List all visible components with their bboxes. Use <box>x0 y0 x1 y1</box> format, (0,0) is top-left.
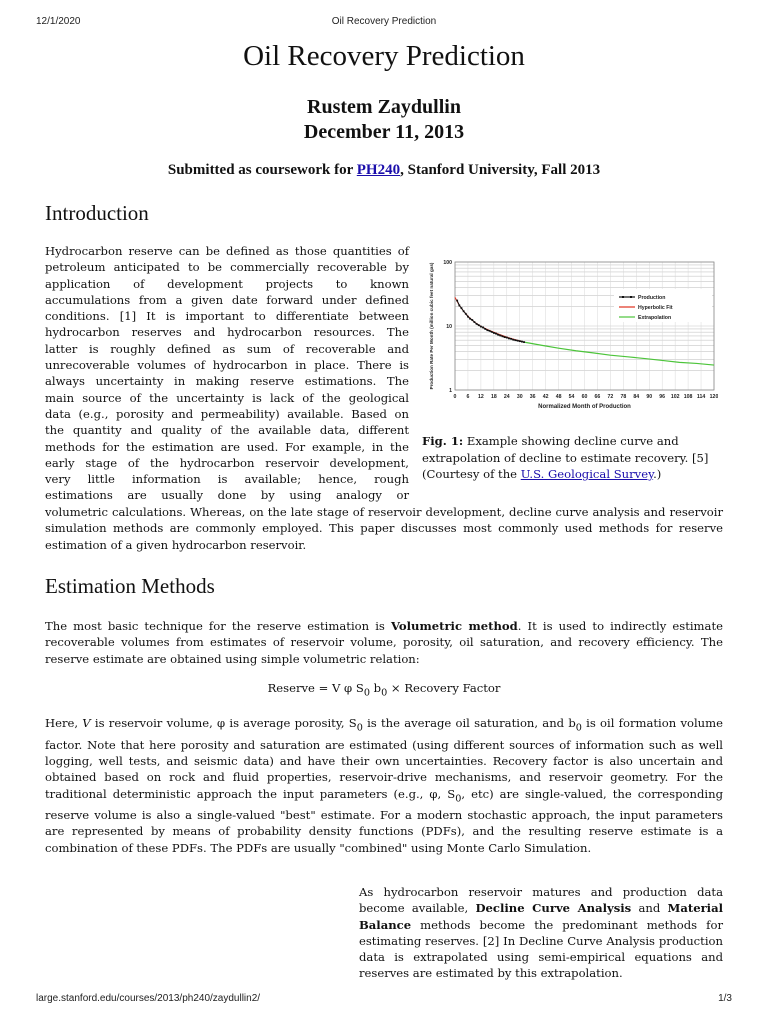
print-page-count: 1/3 <box>718 993 732 1004</box>
introduction-line: accumulations from a given date forward under defined <box>45 292 409 307</box>
x-tick-label: 120 <box>709 394 718 400</box>
production-point <box>476 323 478 325</box>
decline-curve-analysis-term: Decline Curve Analysis <box>475 901 632 916</box>
production-point <box>512 339 514 341</box>
y-axis-label: Production Rate Per Month (million cubic feet natural gas) <box>429 262 434 390</box>
production-point <box>523 341 525 343</box>
production-point <box>506 337 508 339</box>
introduction-line: application of development projects to known <box>45 276 409 291</box>
production-point <box>521 341 523 343</box>
production-point <box>484 328 486 330</box>
x-tick-label: 84 <box>633 394 640 400</box>
introduction-line: early stage of the hydrocarbon reservoir development, <box>45 455 409 470</box>
production-point <box>489 330 491 332</box>
parameters-paragraph <box>45 715 723 856</box>
introduction-line: data (e.g., porosity and permeability) available. Based on <box>45 406 409 421</box>
introduction-heading: Introduction <box>45 201 149 225</box>
y-tick-label: 10 <box>446 324 452 330</box>
x-tick-label: 12 <box>478 394 484 400</box>
x-tick-label: 18 <box>490 394 497 400</box>
production-point <box>469 318 471 320</box>
usgs-link[interactable]: U.S. Geological Survey <box>520 467 654 481</box>
x-tick-label: 90 <box>646 394 653 400</box>
introduction-line: methods for the estimation are used. For example, in the <box>45 439 409 454</box>
param-text-e: , etc) are single-valued, the corresponding reserve volume is also a single-valued "best" estimate. For a modern stochastic approach, the input parameters are represented by means of probability density functions (PDFs), and the resulting reserve estimate is a combination of these PDFs. The PDFs are usually "combined" using Monte Carlo Simulation. <box>45 786 724 855</box>
x-tick-label: 78 <box>620 394 627 400</box>
introduction-line: conditions. [1] It is important to differentiate between <box>45 309 409 324</box>
production-point <box>474 321 476 323</box>
x-tick-label: 114 <box>696 394 706 400</box>
introduction-line: Hydrocarbon reserve can be defined as those quantities of <box>45 244 409 258</box>
formula-sub-1: 0 <box>363 687 370 699</box>
production-point <box>508 338 510 340</box>
x-tick-label: 24 <box>503 394 510 400</box>
production-point <box>499 335 501 337</box>
param-sub-1: 0 <box>356 722 363 734</box>
formula-part-b: b <box>369 681 382 695</box>
y-tick-label: 100 <box>443 260 452 266</box>
legend-label: Hyperbolic Fit <box>638 304 673 311</box>
param-text-a: Here, <box>45 716 83 730</box>
x-tick-label: 42 <box>542 394 549 400</box>
decline-curve-chart <box>423 253 718 416</box>
production-point <box>482 327 484 329</box>
chart-grid <box>455 262 714 390</box>
print-page-title: Oil Recovery Prediction <box>331 16 437 27</box>
x-tick-label: 102 <box>670 394 680 400</box>
production-point <box>478 324 480 326</box>
decline-text-b: and <box>631 901 668 916</box>
introduction-line: hydrocarbon reserves and hydrocarbon resources. The <box>45 325 409 340</box>
material-balance-term: Material Balance <box>359 901 724 932</box>
print-date: 12/1/2020 <box>36 16 81 27</box>
legend-label: Extrapolation <box>638 314 672 321</box>
decline-text-a: As hydrocarbon reservoir matures and production data become available, <box>359 885 723 916</box>
introduction-paragraph-rest: volumetric calculations. Whereas, on the late stage of reservoir development, decline curve analysis and reservoir simulation methods are commonly employed. This paper discusses most commonly used methods for reserve estimation of a given hydrocarbon reservoir. <box>45 505 723 552</box>
x-tick-label: 60 <box>581 394 588 400</box>
param-text-c: is the average oil saturation, and b <box>362 716 576 730</box>
introduction-paragraph-wrapped <box>45 243 409 504</box>
production-point <box>456 300 458 302</box>
x-tick-label: 6 <box>466 394 470 400</box>
production-point <box>480 326 482 328</box>
print-url: large.stanford.edu/courses/2013/ph240/zaydullin2/ <box>36 993 261 1004</box>
volumetric-method-term: Volumetric method <box>390 619 518 633</box>
x-axis-label: Normalized Month of Production <box>538 404 631 410</box>
production-point <box>486 329 488 331</box>
param-sub-2: 0 <box>575 722 582 734</box>
legend-label: Production <box>638 294 666 301</box>
volumetric-text-b: . It is used to indirectly estimate recoverable volumes from estimates of reservoir volume, porosity, oil saturation, and recovery efficiency. The reserve estimate are obtained using simple volumetric relation: <box>45 619 723 666</box>
production-point <box>458 304 460 306</box>
introduction-line: latter is roughly defined as sum of recoverable and <box>45 341 409 356</box>
production-point <box>463 310 465 312</box>
production-point <box>471 319 473 321</box>
x-tick-label: 54 <box>568 394 575 400</box>
production-point <box>497 334 499 336</box>
production-point <box>465 313 467 315</box>
page-title: Oil Recovery Prediction <box>243 40 525 72</box>
x-tick-label: 36 <box>529 394 536 400</box>
y-tick-label: 1 <box>449 388 452 394</box>
formula-sub-2: 0 <box>381 687 388 699</box>
param-volume-symbol: V <box>82 716 91 730</box>
estimation-methods-heading: Estimation Methods <box>45 574 215 598</box>
volumetric-text-a: The most basic technique for the reserve estimation is <box>45 619 391 633</box>
production-point <box>519 340 521 342</box>
submission-note <box>0 162 768 179</box>
author-name: Rustem Zaydullin <box>307 96 461 118</box>
param-text-b: is reservoir volume, φ is average porosity, S <box>90 716 357 730</box>
x-tick-label: 96 <box>659 394 666 400</box>
production-point <box>461 307 463 309</box>
figure-caption <box>422 433 722 483</box>
production-point <box>502 335 504 337</box>
volumetric-paragraph <box>45 618 723 667</box>
figure-caption-label: Fig. 1: <box>422 434 464 448</box>
production-point <box>517 340 519 342</box>
introduction-line: very little information is available; hence, rough <box>45 472 409 487</box>
ph240-link[interactable]: PH240 <box>356 162 401 178</box>
print-header <box>36 16 732 30</box>
production-point <box>467 316 469 318</box>
x-tick-label: 66 <box>594 394 601 400</box>
decline-text-c: methods become the predominant methods for estimating reserves. [2] In Decline Curve Analysis production data is extrapolated using semi-empirical equations and reserves are estimated by this extrapolation. <box>359 917 723 981</box>
introduction-line: estimations are usually done by using analogy or <box>45 488 409 503</box>
production-point <box>515 339 517 341</box>
figure-caption-text: Example showing decline curve and extrapolation of decline to estimate recovery. [5] (Courtesy of the <box>422 434 709 481</box>
x-tick-label: 108 <box>683 394 693 400</box>
figure-caption-end: .) <box>653 467 662 481</box>
legend-marker <box>630 296 632 298</box>
publication-date: December 11, 2013 <box>303 121 465 143</box>
formula-part-a: Reserve = V φ S <box>267 681 364 695</box>
print-footer <box>36 993 732 1007</box>
decline-curve-paragraph <box>359 884 723 982</box>
chart-legend <box>614 289 712 322</box>
formula-part-c: × Recovery Factor <box>387 681 501 695</box>
param-sub-3: 0 <box>455 792 462 804</box>
chart-background <box>423 253 718 416</box>
production-point <box>510 338 512 340</box>
x-tick-label: 30 <box>516 394 523 400</box>
production-point <box>504 336 506 338</box>
submission-prefix: Submitted as coursework for <box>167 162 357 178</box>
x-tick-label: 72 <box>607 394 614 400</box>
x-tick-label: 48 <box>555 394 562 400</box>
production-point <box>493 332 495 334</box>
introduction-line: unrecoverable volumes of hydrocarbon in place. There is <box>45 358 409 373</box>
introduction-line: the quantity and quality of the available data, different <box>45 423 409 438</box>
introduction-line: petroleum anticipated to be commercially recoverable by <box>45 260 409 275</box>
param-text-d: is oil formation volume factor. Note that here porosity and saturation are estimated (using different sources of information such as well logging, well tests, and seismic data) and have their own uncertainties. Recovery factor is also uncertain and obtained based on rock and fluid properties, reservoir-drive mechanisms, and reservoir geometry. For the traditional deterministic approach the input parameters (e.g., φ, S <box>45 716 724 801</box>
legend-marker <box>622 296 624 298</box>
production-point <box>491 331 493 333</box>
reserve-formula <box>0 681 768 698</box>
production-point <box>495 333 497 335</box>
introduction-line: main source of the uncertainty is lack of the geological <box>45 390 409 405</box>
x-tick-label: 0 <box>453 394 457 400</box>
submission-suffix: , Stanford University, Fall 2013 <box>400 162 601 178</box>
introduction-line: always uncertainty in making reserve estimations. The <box>45 374 409 389</box>
